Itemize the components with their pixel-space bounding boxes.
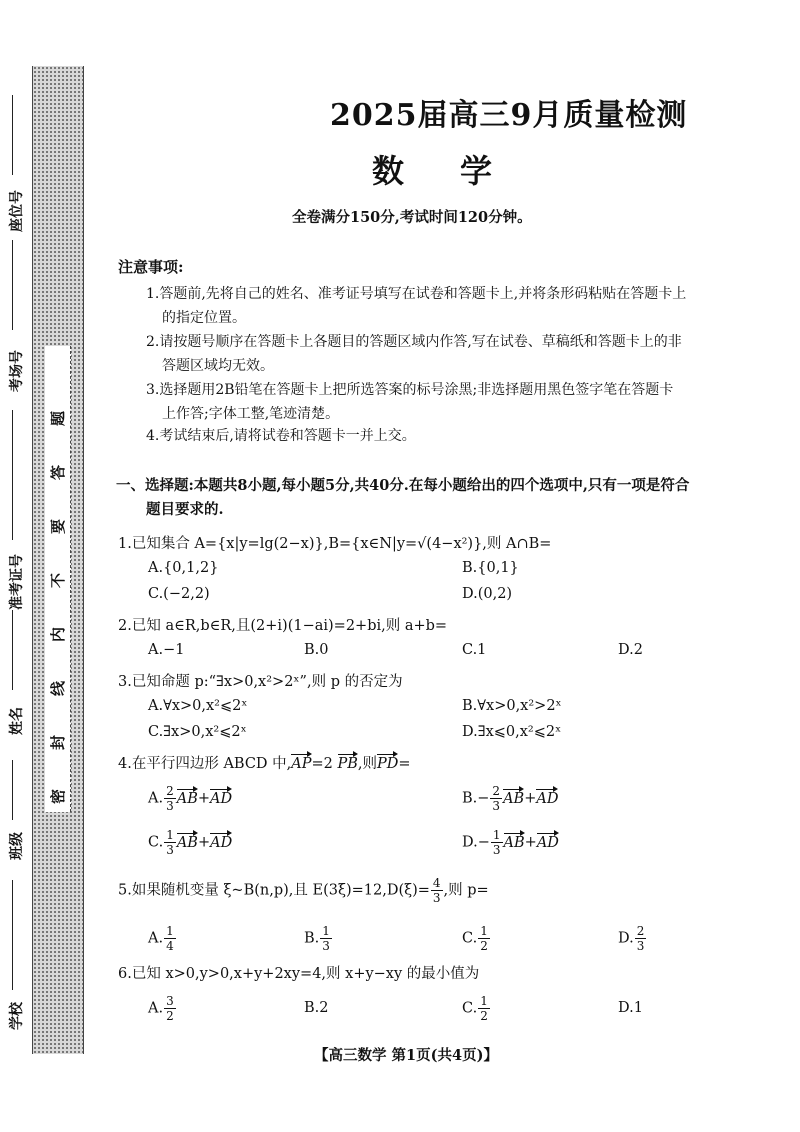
denominator: 4 bbox=[166, 939, 174, 953]
q1-option-c: C.(−2,2) bbox=[148, 586, 210, 602]
school-blank bbox=[12, 880, 13, 990]
numerator: 1 bbox=[166, 924, 174, 938]
note-item bbox=[146, 330, 766, 378]
q5-option-a bbox=[148, 924, 177, 953]
binding-margin bbox=[0, 0, 32, 1132]
q4-option-a bbox=[148, 784, 232, 813]
vector-ab: AB bbox=[503, 834, 525, 851]
denominator: 3 bbox=[492, 799, 501, 813]
q3-option-d: D.∃x⩽0,x²⩽2ˣ bbox=[462, 724, 562, 740]
q2-option-b: B.0 bbox=[304, 642, 329, 658]
seat-blank bbox=[12, 95, 13, 175]
fraction bbox=[635, 924, 647, 953]
fraction bbox=[164, 924, 176, 953]
numerator: 1 bbox=[322, 924, 330, 938]
vector-ab: AB bbox=[503, 790, 525, 807]
denominator: 3 bbox=[492, 843, 501, 857]
note-item bbox=[146, 282, 766, 330]
q4-stem-text: = bbox=[398, 756, 411, 772]
numerator: 1 bbox=[480, 924, 488, 938]
note-line: 4.考试结束后,请将试卷和答题卡一并上交。 bbox=[146, 428, 416, 444]
class-blank bbox=[12, 760, 13, 820]
vector-ab: AB bbox=[176, 790, 198, 807]
fraction bbox=[164, 784, 176, 813]
vector-ab: AB bbox=[176, 834, 198, 851]
notes-title: 注意事项: bbox=[118, 258, 184, 276]
q4-option-c bbox=[148, 828, 232, 857]
seal-char: 不 bbox=[49, 572, 68, 589]
plus-sign: + bbox=[197, 834, 211, 851]
q2-option-d: D.2 bbox=[618, 642, 643, 658]
seal-char: 题 bbox=[49, 410, 68, 427]
option-label: C. bbox=[462, 1000, 478, 1017]
fraction bbox=[164, 828, 176, 857]
plus-sign: + bbox=[197, 790, 211, 807]
vector-ap: AP bbox=[291, 756, 312, 772]
q6-option-a bbox=[148, 994, 177, 1023]
q2-option-c: C.1 bbox=[462, 642, 487, 658]
note-line: 3.选择题用2B铅笔在答题卡上把所选答案的标号涂黑;非选择题用黑色签字笔在答题卡 bbox=[146, 382, 674, 398]
q5-option-d bbox=[618, 924, 647, 953]
q6-option-d: D.1 bbox=[618, 1000, 643, 1016]
numerator: 1 bbox=[166, 828, 174, 842]
seal-char: 封 bbox=[49, 734, 68, 751]
name-label: 姓名 bbox=[9, 707, 25, 735]
plus-sign: + bbox=[524, 834, 537, 851]
seat-label: 座位号 bbox=[9, 190, 25, 232]
school-label: 学校 bbox=[9, 1002, 25, 1030]
numerator: 3 bbox=[166, 994, 174, 1008]
denominator: 3 bbox=[636, 939, 645, 953]
seal-char: 密 bbox=[49, 788, 68, 805]
fraction bbox=[478, 924, 490, 953]
vector-ad: AD bbox=[210, 834, 233, 851]
note-item bbox=[146, 424, 766, 448]
ticket-label: 准考证号 bbox=[9, 554, 25, 610]
option-label: C. bbox=[148, 834, 164, 851]
seal-text-area bbox=[45, 346, 71, 812]
q2-option-a: A.−1 bbox=[148, 642, 185, 658]
denominator: 2 bbox=[480, 1009, 488, 1023]
section-heading bbox=[116, 474, 766, 522]
question-2-stem: 2.已知 a∈R,b∈R,且(2+i)(1−ai)=2+bi,则 a+b= bbox=[118, 618, 448, 634]
question-4-stem bbox=[118, 752, 411, 773]
denominator: 3 bbox=[322, 939, 330, 953]
exam-title: 2025届高三9月质量检测 bbox=[330, 98, 688, 133]
fraction bbox=[320, 924, 332, 953]
section-line: 一、选择题:本题共8小题,每小题5分,共40分.在每小题给出的四个选项中,只有一项是符合 bbox=[116, 477, 690, 494]
numerator: 4 bbox=[432, 876, 441, 890]
note-line: 上作答;字体工整,笔迹清楚。 bbox=[162, 406, 340, 422]
q4-stem-text: ,则 bbox=[357, 756, 378, 772]
option-label: A. bbox=[148, 930, 164, 947]
option-label: A. bbox=[148, 790, 164, 807]
q5-option-c bbox=[462, 924, 491, 953]
fraction bbox=[164, 994, 176, 1023]
fraction bbox=[431, 876, 443, 905]
seal-char: 内 bbox=[49, 626, 68, 643]
denominator: 3 bbox=[166, 799, 174, 813]
q5-stem-text: 5.如果随机变量 ξ~B(n,p),且 E(3ξ)=12,D(ξ)= bbox=[118, 882, 430, 899]
seal-strip bbox=[32, 66, 84, 1054]
option-label: B. bbox=[304, 930, 320, 947]
q3-option-c: C.∃x>0,x²⩽2ˣ bbox=[148, 724, 247, 740]
numerator: 1 bbox=[492, 828, 501, 842]
seal-char: 答 bbox=[49, 464, 68, 481]
option-label: C. bbox=[462, 930, 478, 947]
denominator: 2 bbox=[480, 939, 488, 953]
option-label: D.− bbox=[462, 834, 490, 851]
fraction bbox=[491, 828, 503, 857]
note-item bbox=[146, 378, 766, 426]
option-label: D. bbox=[618, 930, 634, 947]
denominator: 2 bbox=[166, 1009, 174, 1023]
question-1-stem: 1.已知集合 A={x|y=lg(2−x)},B={x∈N|y=√(4−x²)},则 A∩B= bbox=[118, 536, 552, 552]
vector-ad: AD bbox=[536, 834, 559, 851]
seal-char: 线 bbox=[49, 680, 68, 697]
numerator: 2 bbox=[492, 784, 501, 798]
question-5-stem bbox=[118, 876, 489, 905]
fraction bbox=[490, 784, 502, 813]
q3-option-b: B.∀x>0,x²>2ˣ bbox=[462, 698, 562, 714]
q5-option-b bbox=[304, 924, 333, 953]
ticket-blank bbox=[12, 410, 13, 540]
option-label: A. bbox=[148, 1000, 164, 1017]
denominator: 3 bbox=[166, 843, 174, 857]
q4-stem-text: 4.在平行四边形 ABCD 中, bbox=[118, 756, 292, 772]
numerator: 2 bbox=[636, 924, 645, 938]
room-blank bbox=[12, 240, 13, 330]
page-footer: 【高三数学 第1页(共4页)】 bbox=[314, 1047, 498, 1064]
class-label: 班级 bbox=[9, 832, 25, 860]
fraction bbox=[478, 994, 490, 1023]
seal-dashed-line bbox=[70, 346, 71, 812]
plus-sign: + bbox=[524, 790, 537, 807]
option-label: B.− bbox=[462, 790, 490, 807]
note-line: 答题区域均无效。 bbox=[162, 358, 274, 374]
q4-option-b bbox=[462, 784, 558, 813]
note-line: 2.请按题号顺序在答题卡上各题目的答题区域内作答,写在试卷、草稿纸和答题卡上的非 bbox=[146, 334, 682, 350]
vector-ad: AD bbox=[536, 790, 559, 807]
seal-char: 要 bbox=[49, 518, 68, 535]
section-line: 题目要求的. bbox=[146, 501, 224, 518]
room-label: 考场号 bbox=[9, 350, 25, 392]
numerator: 2 bbox=[166, 784, 174, 798]
q4-stem-text: =2 bbox=[311, 756, 333, 772]
question-6-stem: 6.已知 x>0,y>0,x+y+2xy=4,则 x+y−xy 的最小值为 bbox=[118, 966, 480, 982]
note-line: 1.答题前,先将自己的姓名、准考证号填写在试卷和答题卡上,并将条形码粘贴在答题卡上 bbox=[146, 286, 687, 302]
q6-option-b: B.2 bbox=[304, 1000, 329, 1016]
score-info: 全卷满分150分,考试时间120分钟。 bbox=[292, 209, 532, 226]
vector-ad: AD bbox=[210, 790, 233, 807]
q5-stem-text: ,则 p= bbox=[443, 882, 489, 899]
denominator: 3 bbox=[432, 891, 441, 905]
q1-option-b: B.{0,1} bbox=[462, 560, 519, 576]
q3-option-a: A.∀x>0,x²⩽2ˣ bbox=[148, 698, 248, 714]
numerator: 1 bbox=[480, 994, 488, 1008]
q1-option-d: D.(0,2) bbox=[462, 586, 513, 602]
name-blank bbox=[12, 610, 13, 690]
question-3-stem: 3.已知命题 p:“∃x>0,x²>2ˣ”,则 p 的否定为 bbox=[118, 674, 403, 690]
q4-option-d bbox=[462, 828, 559, 857]
q6-option-c bbox=[462, 994, 491, 1023]
note-line: 的指定位置。 bbox=[162, 310, 246, 326]
q1-option-a: A.{0,1,2} bbox=[148, 560, 219, 576]
subject-title: 数学 bbox=[372, 152, 549, 190]
vector-pd: PD bbox=[377, 756, 399, 772]
vector-pb: PB bbox=[337, 756, 358, 772]
